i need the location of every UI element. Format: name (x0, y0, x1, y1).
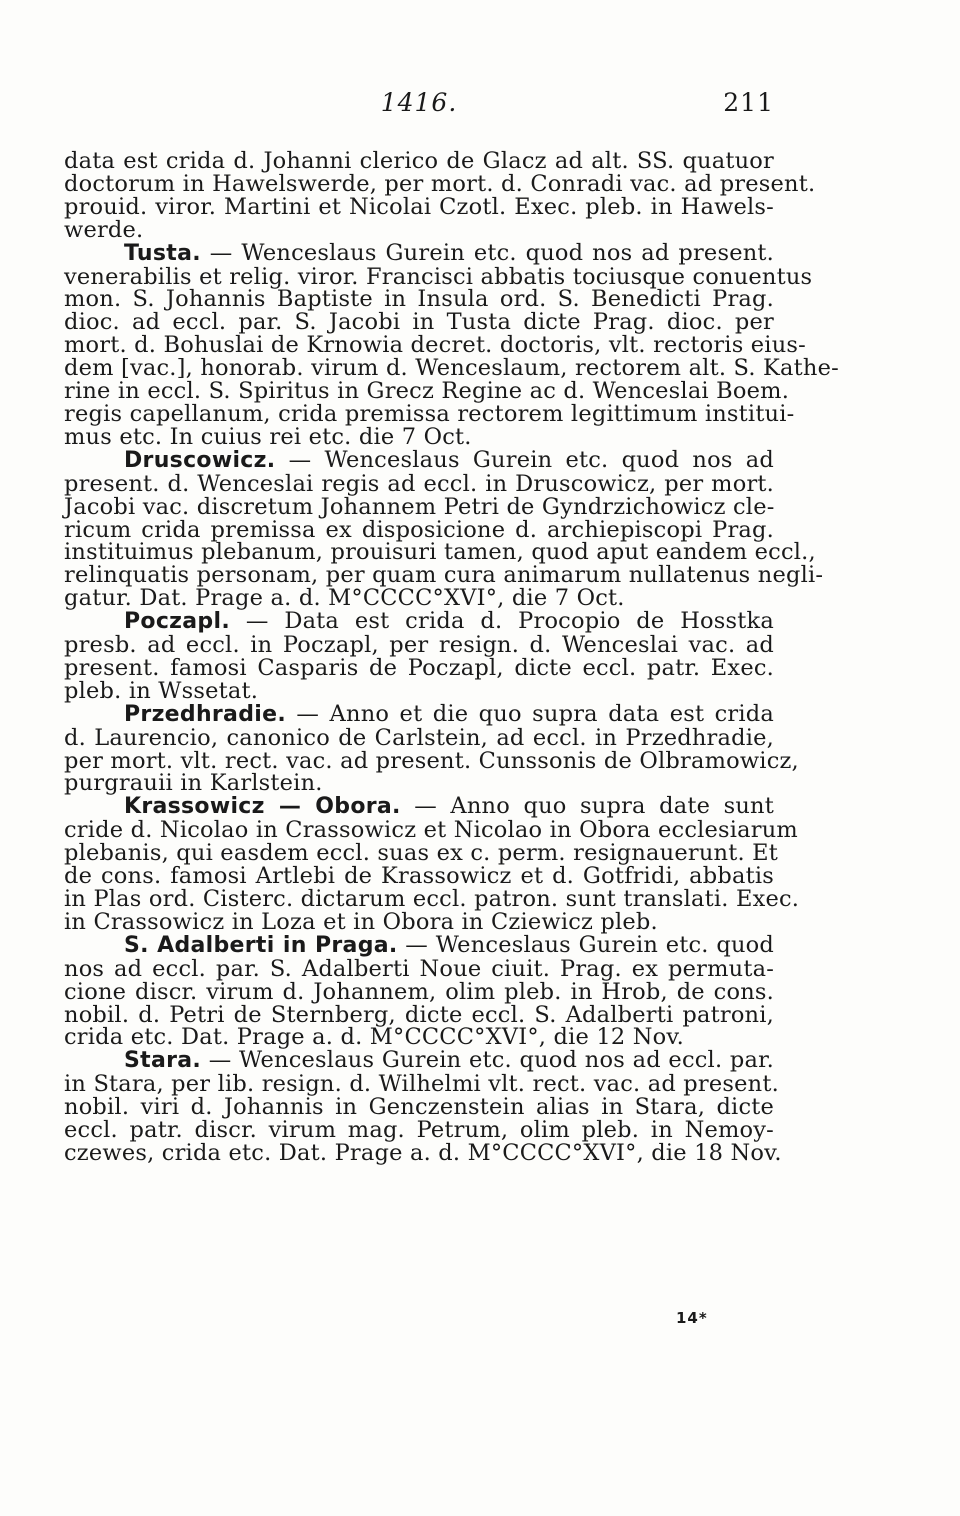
line-text: per mort. vlt. rect. vac. ad present. Cunssonis de Olbramowicz, (64, 747, 799, 774)
text-line (64, 311, 774, 334)
text-line (64, 400, 795, 427)
line-text: Jacobi vac. discretum Johannem Petri de Gyndrzichowicz cle- (64, 493, 775, 520)
entry-heading-line (64, 795, 774, 819)
text-line (64, 978, 774, 1005)
line-text: in Plas ord. Cisterc. dictarum eccl. patron. sunt translati. Exec. (64, 886, 800, 912)
line-text: in Stara, per lib. resign. d. Wilhelmi vlt. rect. vac. ad present. (64, 1071, 779, 1098)
line-text: prouid. viror. Martini et Nicolai Czotl. Exec. pleb. in Hawels- (64, 193, 774, 220)
text-line (64, 493, 775, 520)
text-line (64, 216, 774, 243)
line-text: present. famosi Casparis de Poczapl, dicte eccl. patr. Exec. (64, 654, 774, 681)
line-text: in Crassowicz in Loza et in Obora in Cziewicz pleb. (64, 908, 658, 935)
line-text: doctorum in Hawelswerde, per mort. d. Conradi vac. ad present. (64, 170, 816, 197)
text-line (64, 908, 774, 935)
text-line (64, 355, 839, 382)
line-text: relinquatis personam, per quam cura animarum nullatenus negli- (64, 562, 824, 589)
text-line (64, 423, 774, 450)
text-line (64, 677, 774, 704)
text-line (64, 1071, 779, 1098)
line-text: — Wenceslaus Gurein etc. quod nos ad present. (209, 239, 774, 266)
text-line (64, 150, 774, 173)
line-text: presb. ad eccl. in Poczapl, per resign. d. Wenceslai vac. ad (64, 632, 774, 659)
line-text: present. d. Wenceslai regis ad eccl. in Druscowicz, per mort. (64, 470, 774, 497)
line-text: d. Laurencio, canonico de Carlstein, ad eccl. in Przedhradie, (64, 724, 774, 751)
text-line (64, 886, 800, 912)
text-line (64, 1026, 774, 1049)
line-text: nos ad eccl. par. S. Adalberti Noue ciuit. Prag. ex permuta- (64, 955, 774, 982)
line-text: werde. (64, 216, 144, 243)
entry-heading-line (64, 446, 774, 473)
line-text: mon. S. Johannis Baptiste in Insula ord. S. Benedicti Prag. (64, 286, 774, 313)
line-text: cione discr. virum d. Johannem, olim pleb. in Hrob, de cons. (64, 978, 774, 1005)
entry-heading-line (64, 700, 774, 727)
entry-heading: Krassowicz — Obora. (124, 794, 401, 820)
line-text: de cons. famosi Artlebi de Krassowicz et d. Gotfridi, abbatis (64, 863, 774, 890)
line-text: instituimus plebanum, prouisuri tamen, quod aput eandem eccl., (64, 539, 816, 566)
text-line (64, 193, 774, 220)
text-line (64, 747, 799, 774)
entry-heading: Poczapl. (124, 609, 230, 635)
line-text: mort. d. Bohuslai de Krnowia decret. doctoris, vlt. rectoris eius- (64, 332, 806, 359)
line-text: — Anno et die quo supra data est crida (296, 700, 774, 727)
text-line (64, 772, 774, 795)
entry-heading-line (64, 931, 774, 958)
page-number: 211 (723, 88, 774, 117)
text-line (64, 1096, 774, 1119)
line-text: — Wenceslaus Gurein etc. quod nos ad eccl. par. (208, 1047, 774, 1074)
line-text: purgrauii in Karlstein. (64, 770, 323, 797)
text-line (64, 288, 774, 311)
line-text: mus etc. In cuius rei etc. die 7 Oct. (64, 423, 472, 450)
text-line (64, 539, 816, 566)
line-text: ricum crida premissa ex disposicione d. archiepiscopi Prag. (64, 516, 774, 543)
text-line (64, 654, 774, 681)
line-text: rine in eccl. S. Spiritus in Grecz Regine ac d. Wenceslai Boem. (64, 378, 790, 405)
entry-heading-line (64, 239, 774, 266)
body-text (64, 148, 839, 1166)
text-line (64, 1139, 782, 1166)
line-text: — Wenceslaus Gurein etc. quod (405, 931, 774, 958)
text-line (64, 587, 774, 610)
line-text: plebanis, qui easdem eccl. suas ex c. perm. resignauerunt. Et (64, 840, 779, 867)
entry-heading: Przedhradie. (124, 701, 286, 727)
text-line (64, 865, 774, 888)
text-line (64, 470, 774, 497)
line-text: gatur. Dat. Prage a. d. M°CCCC°XVI°, die 7 Oct. (64, 585, 625, 612)
entry-heading-line (64, 1049, 774, 1073)
entry-heading: S. Adalberti in Praga. (124, 932, 398, 958)
line-text: — Wenceslaus Gurein etc. quod nos ad (288, 446, 774, 473)
line-text: crida etc. Dat. Prage a. d. M°CCCC°XVI°, die 12 Nov. (64, 1024, 684, 1051)
line-text: dem [vac.], honorab. virum d. Wenceslaum, rectorem alt. S. Kathe- (64, 355, 839, 382)
signature-mark: 14* (676, 1309, 708, 1327)
line-text: venerabilis et relig. viror. Francisci abbatis tociusque conuentus (64, 263, 813, 290)
text-line (64, 1001, 774, 1028)
line-text: pleb. in Wssetat. (64, 677, 259, 704)
line-text: nobil. viri d. Johannis in Genczenstein alias in Stara, dicte (64, 1094, 774, 1121)
running-head (64, 88, 774, 122)
line-text: data est crida d. Johanni clerico de Glacz ad alt. SS. quatuor (64, 148, 774, 174)
text-line (64, 170, 816, 197)
line-text: eccl. patr. discr. virum mag. Petrum, olim pleb. in Nemoy- (64, 1117, 774, 1144)
text-line (64, 516, 774, 543)
line-text: cride d. Nicolao in Crassowicz et Nicolao in Obora ecclesiarum (64, 817, 798, 844)
text-line (64, 817, 798, 844)
line-text: czewes, crida etc. Dat. Prage a. d. M°CCCC°XVI°, die 18 Nov. (64, 1139, 782, 1166)
text-line (64, 724, 774, 751)
entry-heading: Tusta. (124, 240, 201, 266)
text-line (64, 378, 790, 405)
line-text: nobil. d. Petri de Sternberg, dicte eccl. S. Adalberti patroni, (64, 1001, 774, 1028)
text-line (64, 840, 779, 867)
text-line (64, 332, 806, 359)
entry-heading: Stara. (124, 1048, 202, 1074)
line-text: — Anno quo supra date sunt (414, 793, 774, 820)
text-line (64, 955, 774, 982)
line-text: — Data est crida d. Procopio de Hosstka (245, 608, 774, 635)
text-line (64, 1119, 774, 1142)
text-line (64, 634, 774, 657)
entry-heading: Druscowicz. (124, 447, 276, 473)
entry-heading-line (64, 610, 774, 634)
text-line (64, 263, 813, 290)
line-text: dioc. ad eccl. par. S. Jacobi in Tusta dicte Prag. dioc. per (64, 309, 774, 336)
text-line (64, 562, 824, 589)
line-text: regis capellanum, crida premissa rectorem legittimum institui- (64, 400, 795, 427)
running-head-year: 1416. (380, 88, 458, 117)
